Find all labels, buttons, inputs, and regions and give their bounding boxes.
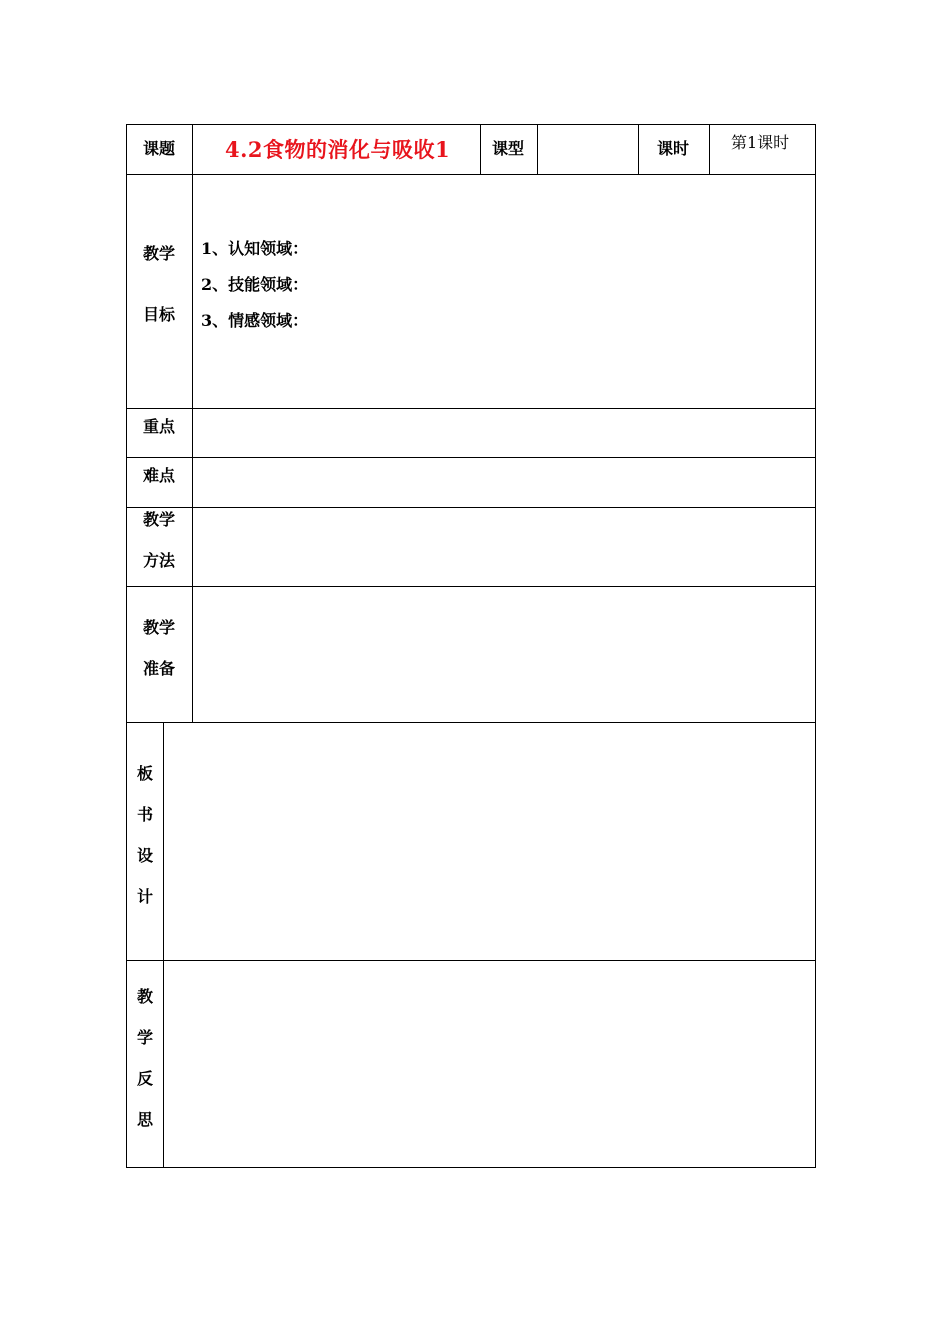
reflection-label-char: 思 <box>137 1110 154 1129</box>
board-design-label-char: 计 <box>137 887 154 906</box>
col-border-header-1 <box>480 124 481 174</box>
preparation-label-line2: 准备 <box>143 659 176 678</box>
objectives-label-line2: 目标 <box>143 305 176 324</box>
row-border-top <box>126 124 816 125</box>
preparation-label-line1: 教学 <box>143 618 176 637</box>
row-border-bottom <box>126 1167 816 1168</box>
col-border-label-upper <box>192 124 193 722</box>
methods-label-line1: 教学 <box>143 510 176 529</box>
row-border-objectives <box>126 408 816 409</box>
board-design-label-char: 板 <box>137 764 154 783</box>
col-border-header-2 <box>537 124 538 174</box>
reflection-label-char: 学 <box>137 1028 154 1047</box>
col-border-header-4 <box>709 124 710 174</box>
row-border-difficulties <box>126 507 816 508</box>
topic-label: 课题 <box>143 139 176 158</box>
col-border-right <box>815 124 816 1168</box>
objective-skill: 2、技能领域： <box>201 275 309 294</box>
objectives-label-line1: 教学 <box>143 244 176 263</box>
reflection-label-char: 反 <box>137 1069 154 1088</box>
col-border-left <box>126 124 127 1168</box>
lesson-type-label: 课型 <box>492 139 525 158</box>
key-points-label: 重点 <box>143 417 176 436</box>
board-design-label-char: 书 <box>137 805 154 824</box>
row-border-keypoints <box>126 457 816 458</box>
reflection-label-char: 教 <box>137 987 154 1006</box>
board-design-label-char: 设 <box>137 846 154 865</box>
row-border-preparation <box>126 722 816 723</box>
period-label: 课时 <box>657 139 690 158</box>
row-border-board <box>126 960 816 961</box>
col-border-header-3 <box>638 124 639 174</box>
topic-title: 4.2食物的消化与吸收1 <box>225 137 451 162</box>
objective-cognitive: 1、认知领域： <box>201 239 309 258</box>
methods-label-line2: 方法 <box>143 551 176 570</box>
period-value: 第1课时 <box>731 133 790 152</box>
objective-affective: 3、情感领域： <box>201 311 309 330</box>
row-border-header <box>126 174 816 175</box>
difficulties-label: 难点 <box>143 466 176 485</box>
col-border-label-lower <box>163 722 164 1167</box>
row-border-methods <box>126 586 816 587</box>
